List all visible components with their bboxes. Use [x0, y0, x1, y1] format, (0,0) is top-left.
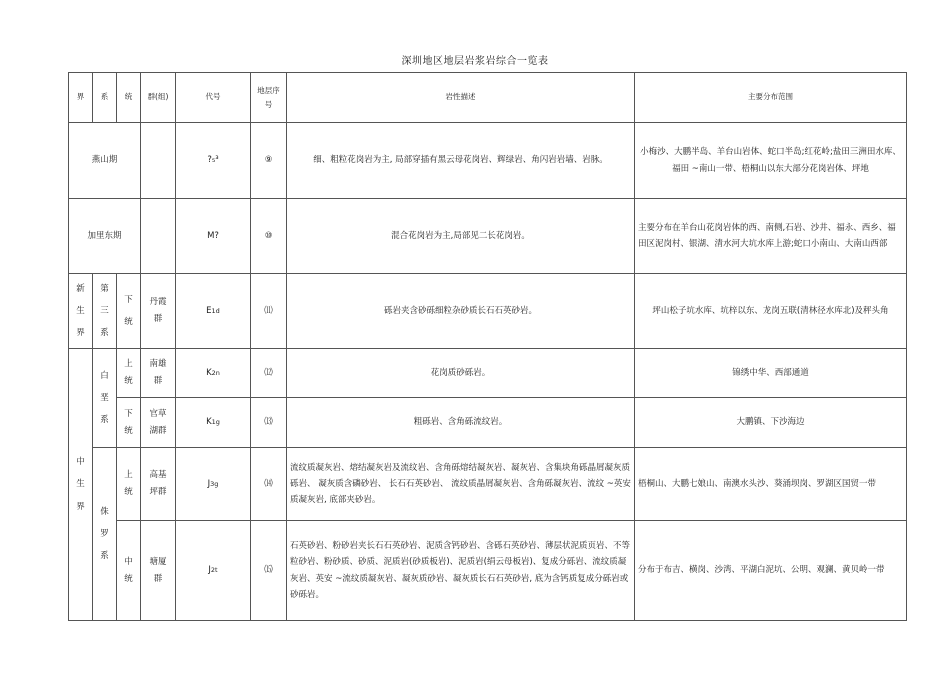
row-gaoji-tong: 上统	[117, 448, 141, 521]
row-gaoji-qun: 高基坪群	[141, 448, 176, 521]
row-cretaceous-xi: 白垩系	[93, 349, 117, 448]
header-tong: 统	[117, 73, 141, 123]
strata-table	[68, 72, 907, 621]
row-nanxiong-seq: ⑿	[251, 349, 287, 398]
row-yanshan-dist: 小梅沙、大鹏半岛、羊台山岩体、蛇口半岛;红花岭;盐田三洲田水库、福田 ~南山一带、梧桐山以东大部分花岗岩体、坪地	[635, 123, 907, 199]
row-nanxiong-tong: 上统	[117, 349, 141, 398]
row-yanshan-seq: ⑨	[251, 123, 287, 199]
row-jialidong-qun	[141, 199, 176, 274]
row-jialidong-dist: 主要分布在羊台山花岗岩体的西、南侧,石岩、沙井、福永、西乡、福田区泥岗村、银湖、清水河大坑水库上游;蛇口小南山、大南山西部	[635, 199, 907, 274]
table-row	[69, 448, 907, 521]
header-fanwei: 主要分布范围	[635, 73, 907, 123]
row-yanshan-qun	[141, 123, 176, 199]
row-tangxia-desc: 石英砂岩、粉砂岩夹长石石英砂岩、泥质含钙砂岩、含砾石英砂岩、薄层状泥质页岩、不等粒砂岩、粉砂质、砂质、泥质岩(砂质板岩)、泥质岩(绢云母板岩)、复成分砾岩、流纹质凝灰岩、英安 ~流纹质凝灰岩、凝灰质砂岩、凝灰质长石石英砂岩, 底为含钙质复成分砾岩或砂砾岩。	[287, 521, 635, 621]
row-danxia-jie: 新生界	[69, 274, 93, 349]
table-row	[69, 349, 907, 398]
row-guancao-desc: 粗砾岩、含角砾流纹岩。	[287, 398, 635, 448]
row-gaoji-desc: 流纹质凝灰岩、熔结凝灰岩及流纹岩、含角砾熔结凝灰岩、凝灰岩、含集块角砾晶屑凝灰质砾岩、 凝灰质含磷砂岩、 长石石英砂岩、 流纹质晶屑凝灰岩、含角砾凝灰岩、流纹 ~英安质凝灰岩, 底部夹砂岩。	[287, 448, 635, 521]
row-gaoji-code: J3g	[176, 448, 251, 521]
row-danxia-dist: 坪山松子坑水库、坑梓以东、龙岗五联(清林径水库北)及秤头角	[635, 274, 907, 349]
row-danxia-seq: ⑾	[251, 274, 287, 349]
header-xi: 系	[93, 73, 117, 123]
row-yanshan-name: 燕山期	[69, 123, 141, 199]
table-row	[69, 123, 907, 199]
row-tangxia-qun: 塘厦群	[141, 521, 176, 621]
row-mesozoic-jie: 中生界	[69, 349, 93, 621]
row-nanxiong-code: K2n	[176, 349, 251, 398]
row-yanshan-code: ?₅³	[176, 123, 251, 199]
table-header-row	[69, 73, 907, 123]
table-row	[69, 274, 907, 349]
table-row	[69, 521, 907, 621]
header-yanxing: 岩性描述	[287, 73, 635, 123]
row-tangxia-code: J2t	[176, 521, 251, 621]
row-jialidong-code: M?	[176, 199, 251, 274]
page-title: 深圳地区地层岩浆岩综合一览表	[401, 56, 549, 67]
row-tangxia-dist: 分布于布吉、横岗、沙湾、平湖白泥坑、公明、观澜、黄贝岭一带	[635, 521, 907, 621]
row-jurassic-xi: 侏罗系	[93, 448, 117, 621]
row-guancao-code: K1g	[176, 398, 251, 448]
table-row	[69, 199, 907, 274]
row-nanxiong-dist: 锦绣中华、西部通道	[635, 349, 907, 398]
row-jialidong-seq: ⑩	[251, 199, 287, 274]
row-guancao-tong: 下统	[117, 398, 141, 448]
row-danxia-code: E1d	[176, 274, 251, 349]
row-gaoji-dist: 梧桐山、大鹏七娘山、南澳水头沙、葵涌坝岗、罗湖区国贸一带	[635, 448, 907, 521]
row-yanshan-desc: 细、粗粒花岗岩为主, 局部穿插有黑云母花岗岩、辉绿岩、角闪岩岩墙、岩脉。	[287, 123, 635, 199]
row-tangxia-tong: 中统	[117, 521, 141, 621]
row-danxia-qun: 丹霞群	[141, 274, 176, 349]
row-jialidong-desc: 混合花岗岩为主,局部见二长花岗岩。	[287, 199, 635, 274]
header-xuhao: 地层序号	[251, 73, 287, 123]
table-row	[69, 398, 907, 448]
row-gaoji-seq: ⒁	[251, 448, 287, 521]
row-guancao-seq: ⒀	[251, 398, 287, 448]
header-daihao: 代号	[176, 73, 251, 123]
row-guancao-dist: 大鹏镇、下沙海边	[635, 398, 907, 448]
row-tangxia-seq: ⒂	[251, 521, 287, 621]
row-danxia-tong: 下统	[117, 274, 141, 349]
header-qun: 群(组)	[141, 73, 176, 123]
row-nanxiong-qun: 南雄群	[141, 349, 176, 398]
row-guancao-qun: 官草湖群	[141, 398, 176, 448]
row-jialidong-name: 加里东期	[69, 199, 141, 274]
row-danxia-xi: 第三系	[93, 274, 117, 349]
row-danxia-desc: 砾岩夹含砂砾细粒杂砂质长石石英砂岩。	[287, 274, 635, 349]
row-nanxiong-desc: 花岗质砂砾岩。	[287, 349, 635, 398]
header-jie: 界	[69, 73, 93, 123]
